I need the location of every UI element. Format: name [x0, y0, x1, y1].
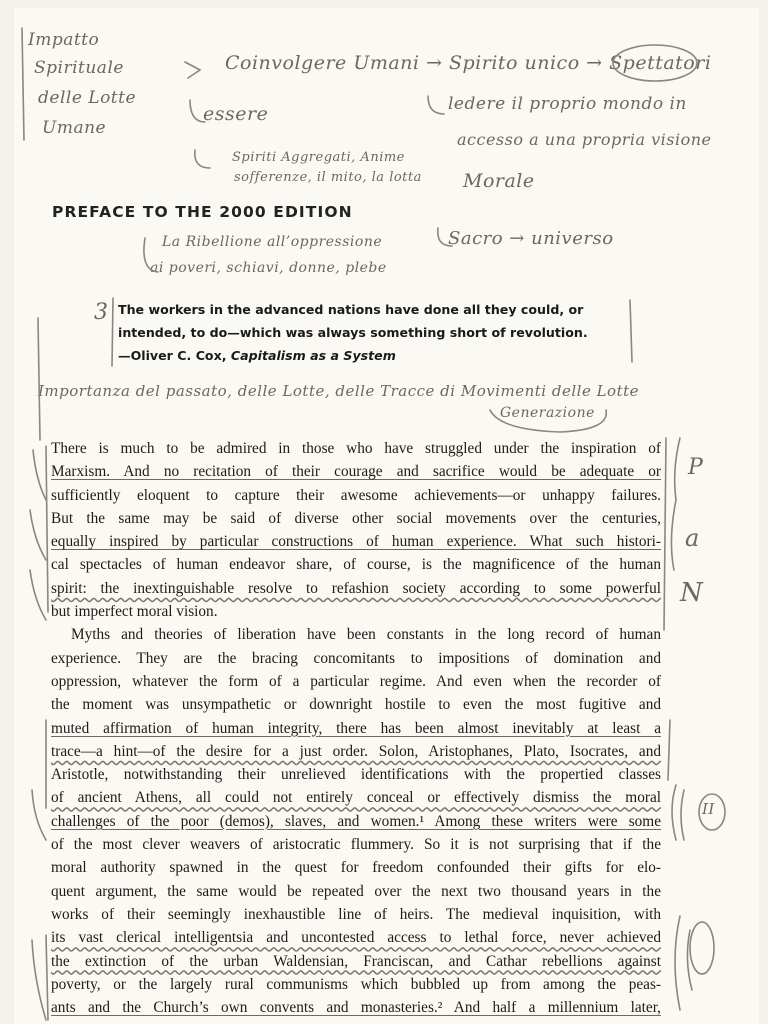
note-row5: ai poveri, schiavi, donne, plebe	[150, 260, 387, 276]
body-line: works of their seemingly inexhaustible line of heirs. The medieval inquisition, with	[51, 905, 661, 923]
body-text	[51, 437, 661, 1019]
body-line: There is much to be admired in those who have struggled under the inspiration of	[51, 440, 661, 457]
epigraph-line-1: The workers in the advanced nations have done all they could, or	[118, 302, 584, 317]
body-line: of ancient Athens, all could not entirely conceal or effectively dismiss the moral	[51, 789, 661, 807]
note-margin-right-1: P	[688, 455, 704, 480]
body-line: ants and the Church’s own convents and monasteries.² And half a millennium later,	[51, 999, 661, 1017]
note-epigraph-number: 3	[94, 300, 109, 325]
note-row6: Importanza del passato, delle Lotte, delle Tracce di Movimenti delle Lotte	[38, 382, 640, 400]
note-left-4: Umane	[42, 118, 107, 138]
note-margin-right-3: N	[680, 578, 704, 608]
body-line: trace—a hint—of the desire for a just order. Solon, Aristophanes, Plato, Isocrates, and	[51, 742, 661, 760]
body-line: of the most clever weavers of aristocratic flummery. So it is not surprising that if the	[51, 836, 661, 854]
body-line: equally inspired by particular constructions of human experience. What such histori-	[51, 533, 661, 551]
body-line: experience. They are the bracing concomitants to impositions of domination and	[51, 649, 661, 667]
epigraph-line-2	[118, 321, 648, 344]
section-heading: PREFACE TO THE 2000 EDITION	[52, 203, 353, 221]
epigraph-line-2-text: intended, to do—which was always something short of revolution.	[118, 325, 588, 340]
note-row3c: accesso a una propria visione	[457, 130, 712, 149]
epigraph-source	[118, 344, 648, 367]
body-line: its vast clerical intelligentsia and uncontested access to lethal force, never achieved	[51, 929, 661, 947]
body-line: Aristotle, notwithstanding their unrelieved identifications with the propertied classes	[51, 766, 661, 784]
body-line: spirit: the inextinguishable resolve to refashion society according to some powerful	[51, 579, 661, 597]
note-left-1: Impatto	[28, 30, 100, 50]
note-row2b: ledere il proprio mondo in	[448, 94, 687, 114]
body-line: but imperfect moral vision.	[51, 603, 218, 621]
note-margin-right-4: II	[702, 800, 715, 818]
body-line: quent argument, the same would be repeated over the next two thousand years in the	[51, 882, 661, 900]
note-left-2: Spirituale	[34, 58, 124, 78]
body-line: poverty, or the largely rural communisms which bubbled up from among the peas-	[51, 975, 661, 993]
body-line: sufficiently eloquent to capture their awesome achievements—or unhappy failures.	[51, 486, 661, 504]
note-row3a: Spiriti Aggregati, Anime	[232, 150, 405, 165]
epigraph-source-author: —Oliver C. Cox,	[118, 348, 231, 363]
body-line: cal spectacles of human endeavor share, of course, is the magnificence of the human	[51, 556, 661, 574]
note-row2a: essere	[203, 103, 269, 125]
note-margin-right-2: a	[685, 524, 700, 552]
body-line: muted affirmation of human integrity, there has been almost inevitably at least a	[51, 719, 661, 737]
note-row1: Coinvolgere Umani → Spirito unico → Spettatori	[225, 52, 712, 74]
note-row6b: Generazione	[500, 405, 595, 421]
body-line: Myths and theories of liberation have been constants in the long record of human	[71, 626, 661, 644]
body-line: oppression, whatever the form of a particular regime. And even when the recorder of	[51, 672, 661, 690]
body-line: moral authority spawned in the quest for freedom confounded their gifts for elo-	[51, 859, 661, 877]
note-row3b: sofferenze, il mito, la lotta	[234, 170, 422, 185]
note-row4a: La Ribellione all’oppressione	[162, 234, 383, 250]
body-line: the extinction of the urban Waldensian, Franciscan, and Cathar rebellions against	[51, 952, 661, 970]
epigraph-source-title: Capitalism as a System	[230, 348, 396, 363]
epigraph	[118, 298, 648, 367]
note-left-3: delle Lotte	[38, 88, 137, 108]
body-line: challenges of the poor (demos), slaves, and women.¹ Among these writers were some	[51, 812, 661, 830]
body-line: Marxism. And no recitation of their courage and sacrifice would be adequate or	[51, 463, 661, 481]
body-line: the moment was unsympathetic or downright hostile to even the most fugitive and	[51, 696, 661, 714]
note-row3d: Morale	[463, 170, 535, 192]
body-line: But the same may be said of diverse other social movements over the centuries,	[51, 509, 661, 527]
note-row4b: Sacro → universo	[448, 228, 614, 249]
